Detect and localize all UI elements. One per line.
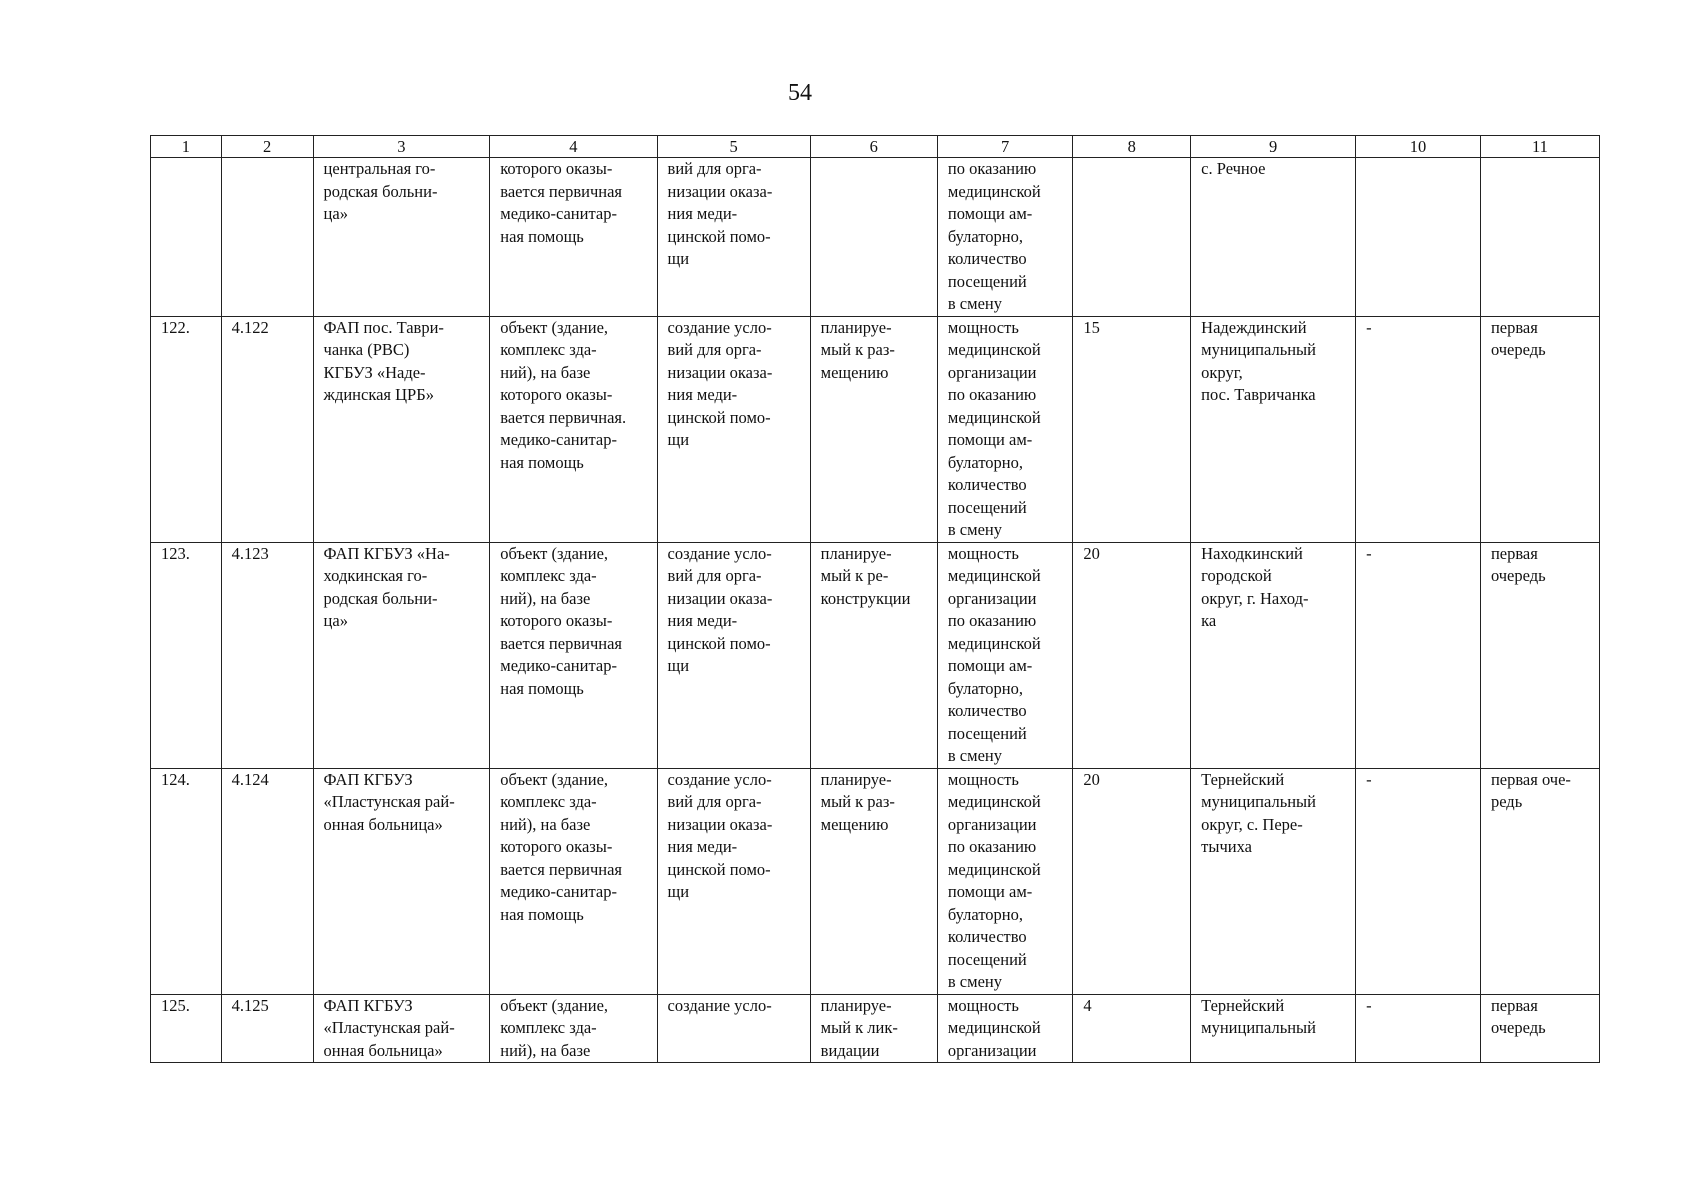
code-cell: 4.123 [221,542,313,768]
column-number: 7 [937,136,1072,158]
capacity-value-cell [1073,158,1191,317]
page-number: 54 [788,80,812,106]
purpose-cell: вий для орга- низации оказа- ния меди- цинской помо- щи [657,158,810,317]
priority-cell: первая очередь [1480,994,1599,1063]
purpose-cell: создание усло- вий для орга- низации оказа- ния меди- цинской помо- щи [657,542,810,768]
object-type-cell: объект (здание, комплекс зда- ний), на базе которого оказы- вается первичная медико-санитар- ная помощь [490,542,657,768]
purpose-cell: создание усло- вий для орга- низации оказа- ния меди- цинской помо- щи [657,768,810,994]
table-row [151,158,1600,317]
priority-cell: первая оче- редь [1480,768,1599,994]
code-cell: 4.124 [221,768,313,994]
location-cell: Находкинский городской округ, г. Наход- ка [1191,542,1356,768]
column-number: 3 [313,136,490,158]
table-row [151,542,1600,768]
priority-cell: первая очередь [1480,542,1599,768]
capacity-value-cell: 15 [1073,316,1191,542]
capacity-value-cell: 20 [1073,768,1191,994]
column-number: 11 [1480,136,1599,158]
code-cell: 4.122 [221,316,313,542]
facility-name-cell: ФАП КГБУЗ «Пластунская рай- онная больница» [313,994,490,1063]
capacity-description-cell: по оказанию медицинской помощи ам- булаторно, количество посещений в смену [937,158,1072,317]
column-number: 2 [221,136,313,158]
object-type-cell: объект (здание, комплекс зда- ний), на базе [490,994,657,1063]
row-number-cell: 125. [151,994,222,1063]
facility-name-cell: центральная го- родская больни- ца» [313,158,490,317]
column-number: 9 [1191,136,1356,158]
capacity-description-cell: мощность медицинской организации по оказанию медицинской помощи ам- булаторно, количество посещений в смену [937,542,1072,768]
column-number: 5 [657,136,810,158]
priority-cell [1480,158,1599,317]
status-cell: планируе- мый к ре- конструкции [810,542,937,768]
status-cell: планируе- мый к раз- мещению [810,768,937,994]
column-10-cell: - [1356,994,1481,1063]
row-number-cell [151,158,222,317]
capacity-value-cell: 20 [1073,542,1191,768]
capacity-description-cell: мощность медицинской организации по оказанию медицинской помощи ам- булаторно, количество посещений в смену [937,768,1072,994]
code-cell: 4.125 [221,994,313,1063]
facility-name-cell: ФАП пос. Таври- чанка (РВС) КГБУЗ «Наде- ждинская ЦРБ» [313,316,490,542]
column-number-row [151,136,1600,158]
column-number: 6 [810,136,937,158]
location-cell: Надеждинский муниципальный округ, пос. Тавричанка [1191,316,1356,542]
purpose-cell: создание усло- вий для орга- низации оказа- ния меди- цинской помо- щи [657,316,810,542]
code-cell [221,158,313,317]
capacity-value-cell: 4 [1073,994,1191,1063]
facility-name-cell: ФАП КГБУЗ «На- ходкинская го- родская больни- ца» [313,542,490,768]
column-10-cell: - [1356,316,1481,542]
object-type-cell: объект (здание, комплекс зда- ний), на базе которого оказы- вается первичная медико-санитар- ная помощь [490,768,657,994]
column-number: 10 [1356,136,1481,158]
purpose-cell: создание усло- [657,994,810,1063]
object-type-cell: которого оказы- вается первичная медико-санитар- ная помощь [490,158,657,317]
status-cell [810,158,937,317]
capacity-description-cell: мощность медицинской организации по оказанию медицинской помощи ам- булаторно, количество посещений в смену [937,316,1072,542]
column-10-cell [1356,158,1481,317]
object-type-cell: объект (здание, комплекс зда- ний), на базе которого оказы- вается первичная. медико-санитар- ная помощь [490,316,657,542]
table-row [151,768,1600,994]
column-10-cell: - [1356,542,1481,768]
row-number-cell: 124. [151,768,222,994]
table-row [151,316,1600,542]
row-number-cell: 123. [151,542,222,768]
priority-cell: первая очередь [1480,316,1599,542]
facility-name-cell: ФАП КГБУЗ «Пластунская рай- онная больница» [313,768,490,994]
column-10-cell: - [1356,768,1481,994]
capacity-description-cell: мощность медицинской организации [937,994,1072,1063]
status-cell: планируе- мый к лик- видации [810,994,937,1063]
column-number: 8 [1073,136,1191,158]
location-cell: с. Речное [1191,158,1356,317]
row-number-cell: 122. [151,316,222,542]
location-cell: Тернейский муниципальный округ, с. Пере- тычиха [1191,768,1356,994]
column-number: 1 [151,136,222,158]
location-cell: Тернейский муниципальный [1191,994,1356,1063]
status-cell: планируе- мый к раз- мещению [810,316,937,542]
planning-table [150,135,1600,1063]
table-row [151,994,1600,1063]
column-number: 4 [490,136,657,158]
